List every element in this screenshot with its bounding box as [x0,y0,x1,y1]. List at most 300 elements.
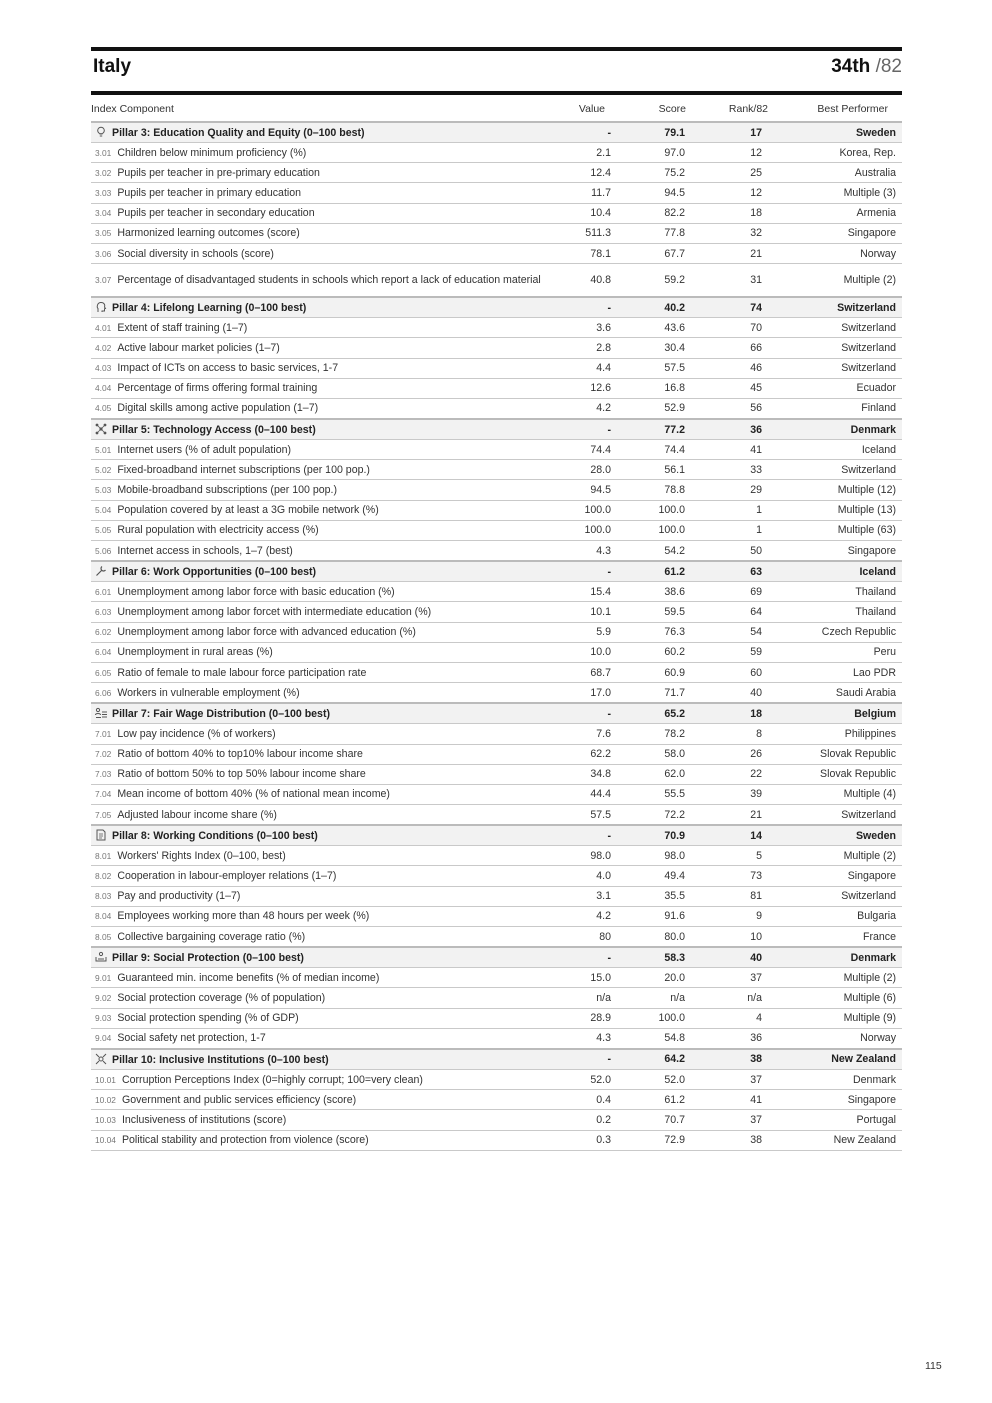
pillar-label: Pillar 7: Fair Wage Distribution (0–100 best) [112,708,331,721]
indicator-value: 57.5 [559,805,622,826]
indicator-rank: 1 [702,520,780,540]
indicator-cell [91,1008,559,1028]
table-row [91,582,902,602]
table-row [91,784,902,804]
table-row [91,764,902,784]
indicator-code: 3.05 [95,228,112,239]
indicator-code: 10.04 [95,1135,116,1146]
people-list-icon [95,707,107,719]
indicator-code: 4.03 [95,363,112,374]
table-row [91,602,902,622]
indicator-score: 71.7 [622,683,702,704]
indicator-value: 4.3 [559,541,622,562]
pillar-rank: 18 [702,703,780,724]
indicator-score: 35.5 [622,886,702,906]
indicator-cell [91,520,559,540]
pillar-label-cell [91,561,559,582]
indicator-value: 4.3 [559,1028,622,1049]
indicator-label: Collective bargaining coverage ratio (%) [117,930,306,943]
indicator-label: Unemployment among labor force with basic education (%) [117,585,395,598]
indicator-value: 74.4 [559,440,622,460]
indicator-rank: n/a [702,988,780,1008]
pillar-value: - [559,825,622,846]
indicator-value: 17.0 [559,683,622,704]
indicator-label: Social safety net protection, 1-7 [117,1032,266,1045]
indicator-best-performer: Singapore [780,866,902,886]
indicator-value: 10.1 [559,602,622,622]
table-row [91,968,902,988]
indicator-cell [91,183,559,203]
indicator-rank: 10 [702,927,780,948]
table-row [91,1090,902,1110]
indicator-label: Percentage of firms offering formal training [117,382,318,395]
indicator-cell [91,203,559,223]
indicator-best-performer: Switzerland [780,805,902,826]
indicator-label: Inclusiveness of institutions (score) [121,1113,287,1126]
indicator-best-performer: Multiple (12) [780,480,902,500]
indicator-rank: 9 [702,906,780,926]
head-icon [95,301,107,313]
indicator-value: 4.2 [559,906,622,926]
indicator-code: 9.04 [95,1033,112,1044]
indicator-rank: 66 [702,338,780,358]
pillar-value: - [559,1049,622,1070]
indicator-cell [91,243,559,263]
indicator-rank: 54 [702,622,780,642]
indicator-code: 9.02 [95,992,112,1003]
table-row [91,318,902,338]
indicator-value: 0.2 [559,1110,622,1130]
indicator-best-performer: Switzerland [780,460,902,480]
indicator-label: Pupils per teacher in pre-primary education [117,166,320,179]
indicator-best-performer: Singapore [780,1090,902,1110]
indicator-best-performer: Thailand [780,582,902,602]
indicator-score: 49.4 [622,866,702,886]
pillar-row [91,419,902,440]
indicator-rank: 25 [702,163,780,183]
indicator-score: 97.0 [622,143,702,163]
indicator-label: Extent of staff training (1–7) [117,321,248,334]
indicator-value: 12.4 [559,163,622,183]
indicator-code: 10.02 [95,1094,116,1105]
indicator-best-performer: Iceland [780,440,902,460]
indicator-label: Low pay incidence (% of workers) [117,727,276,740]
indicator-label: Guaranteed min. income benefits (% of median income) [117,971,380,984]
indicator-cell [91,805,559,826]
indicator-code: 6.01 [95,586,112,597]
table-row [91,886,902,906]
indicator-value: 78.1 [559,243,622,263]
col-best-performer: Best Performer [780,97,902,122]
indicator-code: 8.04 [95,911,112,922]
indicator-label: Fixed-broadband internet subscriptions (per 100 pop.) [117,463,370,476]
indicator-code: 8.01 [95,850,112,861]
pillar-rank: 17 [702,122,780,143]
indicator-value: 100.0 [559,520,622,540]
indicator-best-performer: Singapore [780,541,902,562]
indicator-rank: 70 [702,318,780,338]
country-name: Italy [93,56,132,77]
indicator-best-performer: Multiple (2) [780,968,902,988]
col-component: Index Component [91,97,559,122]
indicator-code: 5.03 [95,485,112,496]
indicator-code: 5.04 [95,505,112,516]
indicator-code: 5.05 [95,525,112,536]
indicator-label: Unemployment in rural areas (%) [117,646,273,659]
indicator-value: 2.8 [559,338,622,358]
table-row [91,642,902,662]
indicator-rank: 12 [702,143,780,163]
indicator-cell [91,480,559,500]
indicator-label: Pupils per teacher in primary education [117,186,302,199]
table-row [91,480,902,500]
indicator-label: Mobile-broadband subscriptions (per 100 pop.) [117,484,337,497]
indicator-rank: 37 [702,968,780,988]
table-row [91,500,902,520]
indicator-score: 60.2 [622,642,702,662]
indicator-best-performer: Switzerland [780,318,902,338]
pillar-best-performer: Iceland [780,561,902,582]
indicator-cell [91,1069,559,1089]
indicator-score: 70.7 [622,1110,702,1130]
institution-icon [95,1053,107,1065]
indicator-best-performer: Finland [780,398,902,419]
indicator-rank: 22 [702,764,780,784]
indicator-code: 8.03 [95,891,112,902]
overall-rank [831,56,902,78]
network-icon [95,423,107,435]
indicator-label: Unemployment among labor forcet with intermediate education (%) [117,605,432,618]
indicator-label: Active labour market policies (1–7) [117,341,280,354]
indicator-best-performer: Multiple (63) [780,520,902,540]
indicator-cell [91,784,559,804]
indicator-value: 15.0 [559,968,622,988]
indicator-code: 6.02 [95,627,112,638]
indicator-label: Pay and productivity (1–7) [117,890,241,903]
pillar-best-performer: Sweden [780,825,902,846]
table-row [91,866,902,886]
indicator-score: 58.0 [622,744,702,764]
rank-value: 34th [831,56,871,77]
indicator-best-performer: Norway [780,1028,902,1049]
indicator-score: 52.9 [622,398,702,419]
indicator-cell [91,622,559,642]
indicator-label: Percentage of disadvantaged students in schools which report a lack of education material [117,273,541,286]
pillar-row [91,561,902,582]
indicator-best-performer: Multiple (13) [780,500,902,520]
indicator-code: 6.05 [95,667,112,678]
pillar-best-performer: Denmark [780,419,902,440]
indicator-score: 67.7 [622,243,702,263]
indicator-score: 98.0 [622,846,702,866]
indicator-value: 52.0 [559,1069,622,1089]
pillar-value: - [559,122,622,143]
indicator-value: 511.3 [559,223,622,243]
pillar-value: - [559,703,622,724]
table-row [91,378,902,398]
indicator-rank: 50 [702,541,780,562]
page-number: 115 [925,1360,942,1372]
indicator-value: 28.9 [559,1008,622,1028]
indicator-score: 100.0 [622,520,702,540]
pillar-rank: 74 [702,297,780,318]
indicator-rank: 5 [702,846,780,866]
indicator-value: 0.3 [559,1130,622,1150]
pillar-best-performer: New Zealand [780,1049,902,1070]
pillar-label: Pillar 9: Social Protection (0–100 best) [112,952,304,965]
index-table [91,97,902,1151]
table-row [91,143,902,163]
indicator-label: Harmonized learning outcomes (score) [117,227,300,240]
indicator-code: 4.02 [95,342,112,353]
table-row [91,622,902,642]
indicator-label: Internet users (% of adult population) [117,443,292,456]
indicator-code: 8.05 [95,931,112,942]
indicator-best-performer: Ecuador [780,378,902,398]
pillar-label: Pillar 4: Lifelong Learning (0–100 best) [112,302,307,315]
indicator-score: 55.5 [622,784,702,804]
pillar-score: 65.2 [622,703,702,724]
indicator-score: 30.4 [622,338,702,358]
indicator-rank: 29 [702,480,780,500]
indicator-label: Political stability and protection from violence (score) [121,1134,369,1147]
table-row [91,460,902,480]
table-row [91,358,902,378]
indicator-best-performer: Saudi Arabia [780,683,902,704]
indicator-code: 7.02 [95,749,112,760]
indicator-best-performer: Multiple (9) [780,1008,902,1028]
pillar-label: Pillar 6: Work Opportunities (0–100 best) [112,566,317,579]
indicator-rank: 81 [702,886,780,906]
indicator-label: Digital skills among active population (1–7) [117,402,319,415]
indicator-cell [91,460,559,480]
indicator-cell [91,223,559,243]
pillar-value: - [559,561,622,582]
indicator-rank: 40 [702,683,780,704]
pillar-row [91,297,902,318]
indicator-value: 4.2 [559,398,622,419]
indicator-cell [91,541,559,562]
rank-of: /82 [875,56,902,77]
pillar-score: 58.3 [622,947,702,968]
indicator-code: 3.07 [95,274,112,285]
indicator-best-performer: Thailand [780,602,902,622]
table-row [91,683,902,704]
indicator-cell [91,163,559,183]
indicator-value: 5.9 [559,622,622,642]
indicator-rank: 26 [702,744,780,764]
indicator-cell [91,398,559,419]
indicator-score: 72.9 [622,1130,702,1150]
indicator-rank: 31 [702,264,780,298]
indicator-score: 94.5 [622,183,702,203]
indicator-rank: 60 [702,662,780,682]
indicator-best-performer: Lao PDR [780,662,902,682]
indicator-best-performer: Norway [780,243,902,263]
pillar-rank: 38 [702,1049,780,1070]
indicator-code: 3.06 [95,248,112,259]
indicator-cell [91,143,559,163]
document-icon [95,829,107,841]
indicator-value: 10.0 [559,642,622,662]
indicator-rank: 32 [702,223,780,243]
indicator-best-performer: Multiple (3) [780,183,902,203]
indicator-score: 80.0 [622,927,702,948]
indicator-cell [91,906,559,926]
indicator-value: 98.0 [559,846,622,866]
indicator-value: 34.8 [559,764,622,784]
table-row [91,398,902,419]
indicator-best-performer: Armenia [780,203,902,223]
indicator-label: Mean income of bottom 40% (% of national mean income) [117,788,390,801]
indicator-rank: 37 [702,1110,780,1130]
table-row [91,724,902,744]
indicator-rank: 73 [702,866,780,886]
country-header [91,47,902,95]
indicator-cell [91,968,559,988]
indicator-value: 62.2 [559,744,622,764]
table-row [91,1130,902,1150]
indicator-rank: 21 [702,805,780,826]
indicator-score: 78.8 [622,480,702,500]
indicator-cell [91,358,559,378]
indicator-best-performer: Portugal [780,1110,902,1130]
indicator-best-performer: Australia [780,163,902,183]
table-row [91,927,902,948]
table-row [91,1069,902,1089]
table-row [91,744,902,764]
indicator-best-performer: Switzerland [780,886,902,906]
indicator-label: Ratio of bottom 50% to top 50% labour income share [117,768,366,781]
indicator-value: 3.1 [559,886,622,906]
pillar-score: 61.2 [622,561,702,582]
indicator-score: 20.0 [622,968,702,988]
indicator-code: 10.03 [95,1114,116,1125]
indicator-code: 4.01 [95,322,112,333]
indicator-cell [91,1090,559,1110]
indicator-label: Ratio of bottom 40% to top10% labour income share [117,748,363,761]
indicator-rank: 8 [702,724,780,744]
indicator-score: 100.0 [622,1008,702,1028]
table-body [91,122,902,1150]
table-row [91,183,902,203]
indicator-code: 3.01 [95,147,112,158]
indicator-score: 59.5 [622,602,702,622]
pillar-row [91,1049,902,1070]
table-row [91,1028,902,1049]
table-row [91,203,902,223]
indicator-best-performer: Singapore [780,223,902,243]
indicator-value: n/a [559,988,622,1008]
indicator-score: 75.2 [622,163,702,183]
table-header-row [91,97,902,122]
indicator-best-performer: Denmark [780,1069,902,1089]
indicator-cell [91,602,559,622]
pillar-label: Pillar 8: Working Conditions (0–100 best) [112,830,318,843]
indicator-label: Unemployment among labor force with advanced education (%) [117,626,416,639]
indicator-score: 77.8 [622,223,702,243]
indicator-cell [91,866,559,886]
indicator-label: Children below minimum proficiency (%) [117,146,307,159]
table-row [91,1008,902,1028]
indicator-best-performer: Slovak Republic [780,744,902,764]
indicator-value: 7.6 [559,724,622,744]
indicator-value: 28.0 [559,460,622,480]
indicator-value: 15.4 [559,582,622,602]
indicator-cell [91,988,559,1008]
indicator-score: 52.0 [622,1069,702,1089]
indicator-value: 44.4 [559,784,622,804]
indicator-label: Government and public services efficiency (score) [121,1093,357,1106]
indicator-value: 40.8 [559,264,622,298]
pillar-best-performer: Sweden [780,122,902,143]
indicator-code: 7.04 [95,789,112,800]
indicator-score: 74.4 [622,440,702,460]
indicator-cell [91,318,559,338]
indicator-score: 62.0 [622,764,702,784]
table-row [91,1110,902,1130]
indicator-score: 38.6 [622,582,702,602]
indicator-best-performer: Multiple (4) [780,784,902,804]
lightbulb-icon [95,126,107,138]
pillar-score: 70.9 [622,825,702,846]
indicator-rank: 21 [702,243,780,263]
table-row [91,906,902,926]
indicator-code: 9.01 [95,972,112,983]
indicator-code: 7.01 [95,728,112,739]
indicator-rank: 45 [702,378,780,398]
indicator-best-performer: Slovak Republic [780,764,902,784]
indicator-score: 72.2 [622,805,702,826]
table-row [91,846,902,866]
indicator-value: 12.6 [559,378,622,398]
table-row [91,163,902,183]
indicator-rank: 41 [702,440,780,460]
indicator-best-performer: Peru [780,642,902,662]
indicator-cell [91,378,559,398]
indicator-code: 6.06 [95,687,112,698]
indicator-code: 5.06 [95,545,112,556]
indicator-label: Social diversity in schools (score) [117,247,274,260]
indicator-score: 59.2 [622,264,702,298]
pillar-value: - [559,419,622,440]
indicator-cell [91,927,559,948]
pillar-rank: 40 [702,947,780,968]
indicator-rank: 59 [702,642,780,662]
indicator-rank: 46 [702,358,780,378]
indicator-value: 10.4 [559,203,622,223]
indicator-rank: 37 [702,1069,780,1089]
pillar-row [91,947,902,968]
indicator-best-performer: Korea, Rep. [780,143,902,163]
pillar-label: Pillar 10: Inclusive Institutions (0–100 best) [112,1053,329,1066]
indicator-label: Population covered by at least a 3G mobile network (%) [117,504,379,517]
table-row [91,264,902,298]
indicator-label: Employees working more than 48 hours per week (%) [117,910,370,923]
pillar-label-cell [91,297,559,318]
indicator-cell [91,744,559,764]
indicator-rank: 18 [702,203,780,223]
indicator-best-performer: New Zealand [780,1130,902,1150]
indicator-score: 57.5 [622,358,702,378]
indicator-label: Rural population with electricity access (%) [117,524,319,537]
indicator-value: 100.0 [559,500,622,520]
indicator-value: 4.4 [559,358,622,378]
indicator-best-performer: Bulgaria [780,906,902,926]
indicator-score: 56.1 [622,460,702,480]
indicator-label: Ratio of female to male labour force participation rate [117,666,367,679]
indicator-cell [91,1130,559,1150]
